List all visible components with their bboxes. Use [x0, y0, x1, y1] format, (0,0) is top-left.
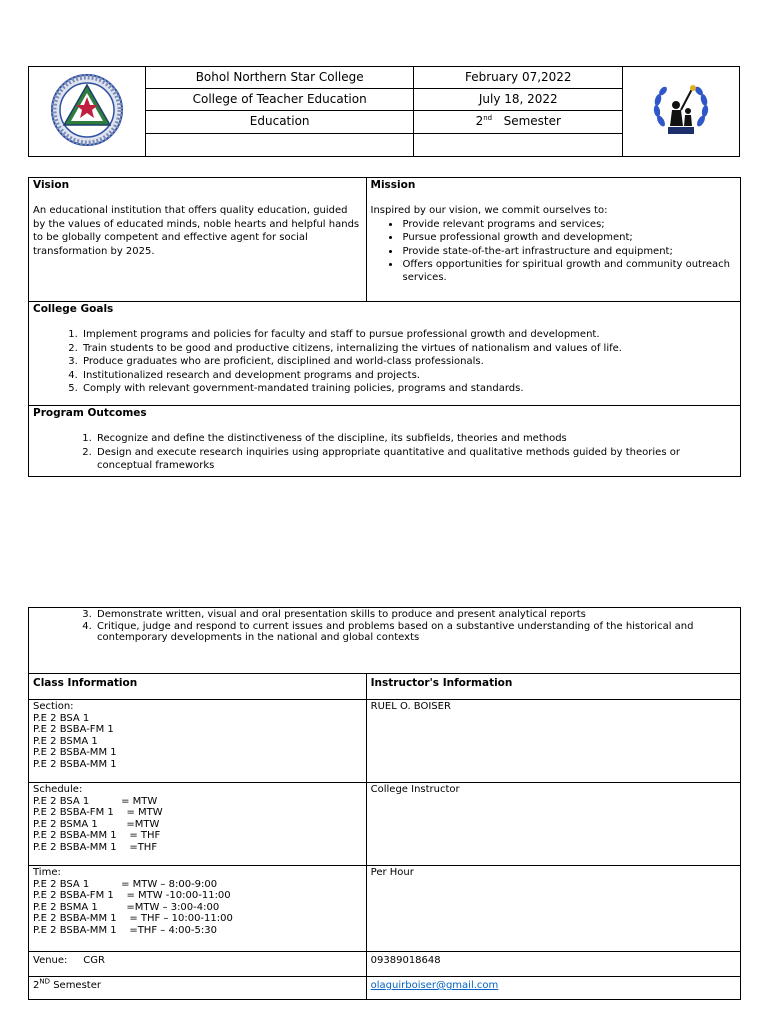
schedule-cell — [29, 783, 367, 866]
college-goals-heading: College Goals — [33, 303, 114, 315]
instructor-phone: 09389018648 — [370, 955, 441, 966]
mission-item: • Provide state-of-the-art infrastructure and equipment; — [401, 245, 737, 258]
program-outcomes-list — [33, 432, 736, 472]
mission-item: • Offers opportunities for spiritual growth and community outreach services. — [401, 258, 737, 285]
semester-number: 2 — [475, 114, 484, 129]
date-first: February 07,2022 — [414, 67, 623, 89]
instructor-position: College Instructor — [370, 784, 460, 795]
college-goals-cell — [29, 302, 741, 406]
outcome-item: 3. Demonstrate written, visual and oral presentation skills to produce and present analytical reports — [95, 609, 736, 621]
class-info-heading-cell — [29, 674, 367, 700]
schedule-item: P.E 2 BSMA 1 =MTW — [33, 818, 160, 830]
instructor-info-heading-cell — [366, 674, 740, 700]
schedule-label: Schedule: — [33, 784, 83, 795]
department-name: Education — [145, 111, 414, 133]
section-item: P.E 2 BSA 1 — [33, 712, 90, 724]
goal-item: 1. Implement programs and policies for faculty and staff to pursue professional growth and development. — [81, 328, 736, 341]
schedule-item: P.E 2 BSBA-MM 1 = THF — [33, 830, 161, 842]
venue-cell — [29, 952, 367, 977]
section-label: Section: — [33, 701, 74, 712]
schedule-item: P.E 2 BSBA-MM 1 =THF — [33, 841, 158, 853]
goal-item: 4. Institutionalized research and development programs and projects. — [81, 369, 736, 382]
vision-heading: Vision — [33, 179, 70, 191]
college-name: College of Teacher Education — [145, 89, 414, 111]
class-info-table — [28, 607, 741, 1000]
semester-label — [414, 111, 623, 133]
mission-item: • Pursue professional growth and development; — [401, 231, 737, 244]
mission-list — [371, 218, 737, 285]
class-semester — [33, 977, 362, 992]
schedule-item: P.E 2 BSA 1 = MTW — [33, 795, 158, 807]
vision-cell — [29, 178, 367, 302]
instructor-phone-cell — [366, 952, 740, 977]
college-seal-icon — [50, 73, 124, 147]
left-logo-cell — [29, 67, 146, 157]
goal-item: 5. Comply with relevant government-mandated training policies, programs and standards. — [81, 382, 736, 395]
date-second: July 18, 2022 — [414, 89, 623, 111]
class-semester-word: Semester — [50, 980, 101, 991]
sections-cell — [29, 700, 367, 783]
semester-suffix: nd — [483, 114, 493, 123]
class-info-heading: Class Information — [33, 677, 138, 689]
time-item: P.E 2 BSBA-MM 1 = THF – 10:00-11:00 — [33, 913, 233, 925]
outcome-item: 2. Design and execute research inquiries using appropriate quantitative and qualitative methods guided by theories or conceptual frameworks — [95, 446, 736, 473]
section-item: P.E 2 BSBA-FM 1 — [33, 724, 114, 736]
semester-cell — [29, 977, 367, 1000]
instructor-rate: Per Hour — [370, 867, 414, 878]
section-item: P.E 2 BSBA-MM 1 — [33, 758, 117, 770]
class-semester-number: 2 — [33, 980, 40, 991]
section-item: P.E 2 BSMA 1 — [33, 735, 98, 747]
institution-name: Bohol Northern Star College — [145, 67, 414, 89]
laurel-emblem-icon — [648, 81, 714, 139]
outcome-item: 4. Critique, judge and respond to current issues and problems based on a substantive understanding of the historical and contemporary developments in the national and global contexts — [95, 621, 736, 644]
goal-item: 3. Produce graduates who are proficient, disciplined and world-class professionals. — [81, 355, 736, 368]
college-goals-list — [33, 328, 736, 395]
mission-cell — [366, 178, 741, 302]
instructor-name: RUEL O. BOISER — [370, 701, 451, 712]
program-outcomes-list-continued — [33, 609, 736, 644]
time-item: P.E 2 BSBA-MM 1 =THF – 4:00-5:30 — [33, 924, 217, 936]
schedule-item: P.E 2 BSBA-FM 1 = MTW — [33, 807, 163, 819]
header-empty-cell — [145, 133, 414, 156]
mission-heading: Mission — [370, 179, 416, 191]
header-table — [28, 66, 740, 157]
mission-item: • Provide relevant programs and services; — [401, 218, 737, 231]
outcome-item: 1. Recognize and define the distinctiveness of the discipline, its subfields, theories and methods — [95, 432, 736, 445]
time-item: P.E 2 BSMA 1 =MTW – 3:00-4:00 — [33, 901, 220, 913]
time-label: Time: — [33, 867, 61, 878]
goal-item: 2. Train students to be good and productive citizens, internalizing the virtues of nationalism and values of life. — [81, 342, 736, 355]
program-outcomes-cell — [29, 406, 741, 477]
header-empty-cell — [414, 133, 623, 156]
instructor-info-heading: Instructor's Information — [370, 677, 513, 689]
right-logo-cell — [623, 67, 740, 157]
time-cell — [29, 866, 367, 952]
venue-text: Venue: CGR — [33, 955, 105, 966]
vmgo-table — [28, 177, 741, 477]
instructor-position-cell — [366, 783, 740, 866]
program-outcomes-heading: Program Outcomes — [33, 407, 147, 419]
time-item: P.E 2 BSBA-FM 1 = MTW -10:00-11:00 — [33, 890, 231, 902]
vision-text: An educational institution that offers quality education, guided by the values of educated minds, noble hearts and helpful hands to be globally competent and effective agent for social transformation by 2025. — [33, 205, 360, 257]
instructor-name-cell — [366, 700, 740, 783]
instructor-rate-cell — [366, 866, 740, 952]
instructor-email-link[interactable]: olaguirboiser@gmail.com — [370, 980, 499, 991]
section-item: P.E 2 BSBA-MM 1 — [33, 747, 117, 759]
time-item: P.E 2 BSA 1 = MTW – 8:00-9:00 — [33, 878, 218, 890]
class-semester-suffix: ND — [39, 977, 51, 986]
instructor-email-cell — [366, 977, 740, 1000]
semester-word: Semester — [503, 114, 561, 129]
mission-intro: Inspired by our vision, we commit ourselves to: — [370, 205, 608, 217]
program-outcomes-continued-cell — [29, 608, 741, 674]
